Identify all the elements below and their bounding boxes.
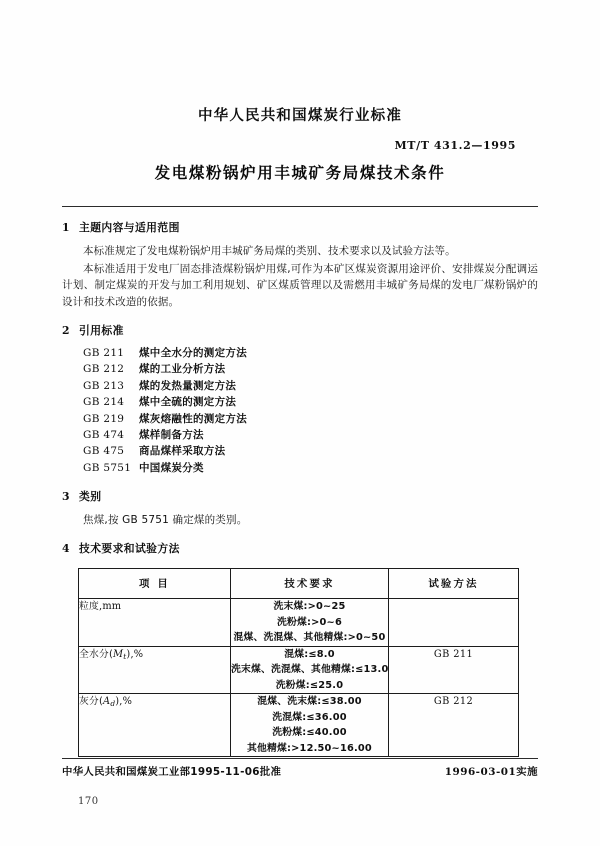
footer-divider xyxy=(62,758,538,759)
section-3-number: 3 xyxy=(62,490,70,504)
list-item xyxy=(83,427,538,443)
column-header-method: 试验方法 xyxy=(389,569,519,599)
requirement-line: 洗粉煤:>0~6 xyxy=(277,616,342,628)
section-2-number: 2 xyxy=(62,324,70,337)
section-4-heading-text: 技术要求和试验方法 xyxy=(79,542,180,556)
cell-method xyxy=(389,599,519,647)
header-divider xyxy=(62,206,538,207)
page-number: 170 xyxy=(78,796,99,807)
cell-requirement xyxy=(231,646,389,694)
item-subscript: d xyxy=(110,699,116,709)
section-4-number: 4 xyxy=(62,542,70,556)
item-unit: ),% xyxy=(126,648,144,660)
item-name: 全水分( xyxy=(79,648,114,660)
section-3-clause: 焦煤,按 GB 5751 确定煤的类别。 xyxy=(83,514,248,527)
table-header-row xyxy=(79,569,519,599)
section-1-paragraph-1: 本标准规定了发电煤粉锅炉用丰城矿务局煤的类别、技术要求以及试验方法等。 xyxy=(83,245,456,257)
section-3-heading-text: 类别 xyxy=(79,490,102,504)
list-item xyxy=(83,361,538,377)
cell-item xyxy=(79,694,231,757)
specification-table-wrapper xyxy=(62,568,538,757)
section-2-heading-text: 引用标准 xyxy=(79,324,124,337)
page-footer xyxy=(62,763,538,778)
requirement-line: 混煤、洗混煤、其他精煤:>0~50 xyxy=(233,632,386,644)
list-item xyxy=(83,460,538,476)
section-1 xyxy=(62,220,538,310)
section-3 xyxy=(62,489,538,528)
requirement-line: 混煤:≤8.0 xyxy=(284,648,335,660)
reference-name: 煤中全硫的测定方法 xyxy=(139,396,237,409)
reference-name: 煤的工业分析方法 xyxy=(139,363,226,376)
requirement-line: 混煤、洗末煤:≤38.00 xyxy=(257,696,362,708)
section-1-heading xyxy=(62,220,538,235)
cell-item xyxy=(79,646,231,694)
item-symbol: M xyxy=(113,648,124,660)
section-1-heading-text: 主题内容与适用范围 xyxy=(79,221,180,234)
reference-name: 商品煤样采取方法 xyxy=(139,445,226,458)
reference-name: 中国煤炭分类 xyxy=(139,461,204,474)
cell-method: GB 212 xyxy=(389,694,519,757)
table-row xyxy=(79,599,519,647)
table-row xyxy=(79,694,519,757)
item-symbol: A xyxy=(103,696,111,708)
page-content xyxy=(62,0,538,757)
requirement-line: 洗混煤:≤36.00 xyxy=(272,711,347,723)
reference-name: 煤灰熔融性的测定方法 xyxy=(139,412,247,425)
item-name: 灰分( xyxy=(79,696,104,708)
section-4-heading xyxy=(62,541,538,556)
reference-list xyxy=(62,345,538,476)
reference-code: GB 474 xyxy=(83,429,125,442)
reference-code: GB 212 xyxy=(83,363,125,376)
masthead-title: 中华人民共和国煤炭行业标准 xyxy=(197,108,403,124)
standard-number: MT/T 431.2—1995 xyxy=(394,139,516,152)
table-row xyxy=(79,646,519,694)
reference-code: GB 213 xyxy=(83,379,125,392)
section-3-heading xyxy=(62,489,538,504)
reference-name: 煤样制备方法 xyxy=(139,429,204,442)
section-4 xyxy=(62,541,538,556)
cell-method: GB 211 xyxy=(389,646,519,694)
reference-code: GB 5751 xyxy=(83,461,132,474)
document-title: 发电煤粉锅炉用丰城矿务局煤技术条件 xyxy=(154,164,446,182)
specification-table xyxy=(78,568,519,757)
cell-requirement xyxy=(231,599,389,647)
requirement-line: 洗末煤、洗混煤、其他精煤:≤13.0 xyxy=(231,664,389,676)
requirement-line: 其他精煤:>12.50~16.00 xyxy=(247,742,372,754)
section-1-number: 1 xyxy=(62,221,70,234)
reference-code: GB 211 xyxy=(83,347,125,359)
footer-implementation: 1996-03-01实施 xyxy=(444,766,538,778)
list-item xyxy=(83,443,538,459)
reference-code: GB 214 xyxy=(83,396,125,409)
column-header-item: 项 目 xyxy=(79,569,231,599)
reference-name: 煤的发热量测定方法 xyxy=(139,379,237,392)
item-unit: ,mm xyxy=(99,601,122,613)
reference-code: GB 475 xyxy=(83,445,125,458)
section-1-paragraph-2: 本标准适用于发电厂固态排渣煤粉锅炉用煤,可作为本矿区煤炭资源用途评价、安排煤炭分配调运计划、制定煤炭的开发与加工利用规划、矿区煤质管理以及需燃用丰城矿务局煤的发电厂煤粉锅炉的设计和技术改造的依据。 xyxy=(62,262,538,308)
section-2 xyxy=(62,323,538,476)
section-2-heading xyxy=(62,323,538,338)
reference-name: 煤中全水分的测定方法 xyxy=(139,347,247,359)
item-unit: ),% xyxy=(115,696,133,708)
footer-approval: 中华人民共和国煤炭工业部1995-11-06批准 xyxy=(62,766,282,778)
cell-requirement xyxy=(231,694,389,757)
column-header-requirement: 技术要求 xyxy=(231,569,389,599)
item-name: 粒度 xyxy=(79,601,99,613)
standard-number-row xyxy=(62,134,538,153)
masthead xyxy=(62,104,538,125)
reference-code: GB 219 xyxy=(83,412,125,425)
list-item xyxy=(83,411,538,427)
item-subscript: t xyxy=(123,651,127,661)
requirement-line: 洗末煤:>0~25 xyxy=(273,601,346,613)
list-item xyxy=(83,394,538,410)
cell-item xyxy=(79,599,231,647)
requirement-line: 洗粉煤:≤25.0 xyxy=(275,679,344,691)
requirement-line: 洗粉煤:≤40.00 xyxy=(272,727,347,739)
list-item xyxy=(83,378,538,394)
list-item xyxy=(83,345,538,361)
